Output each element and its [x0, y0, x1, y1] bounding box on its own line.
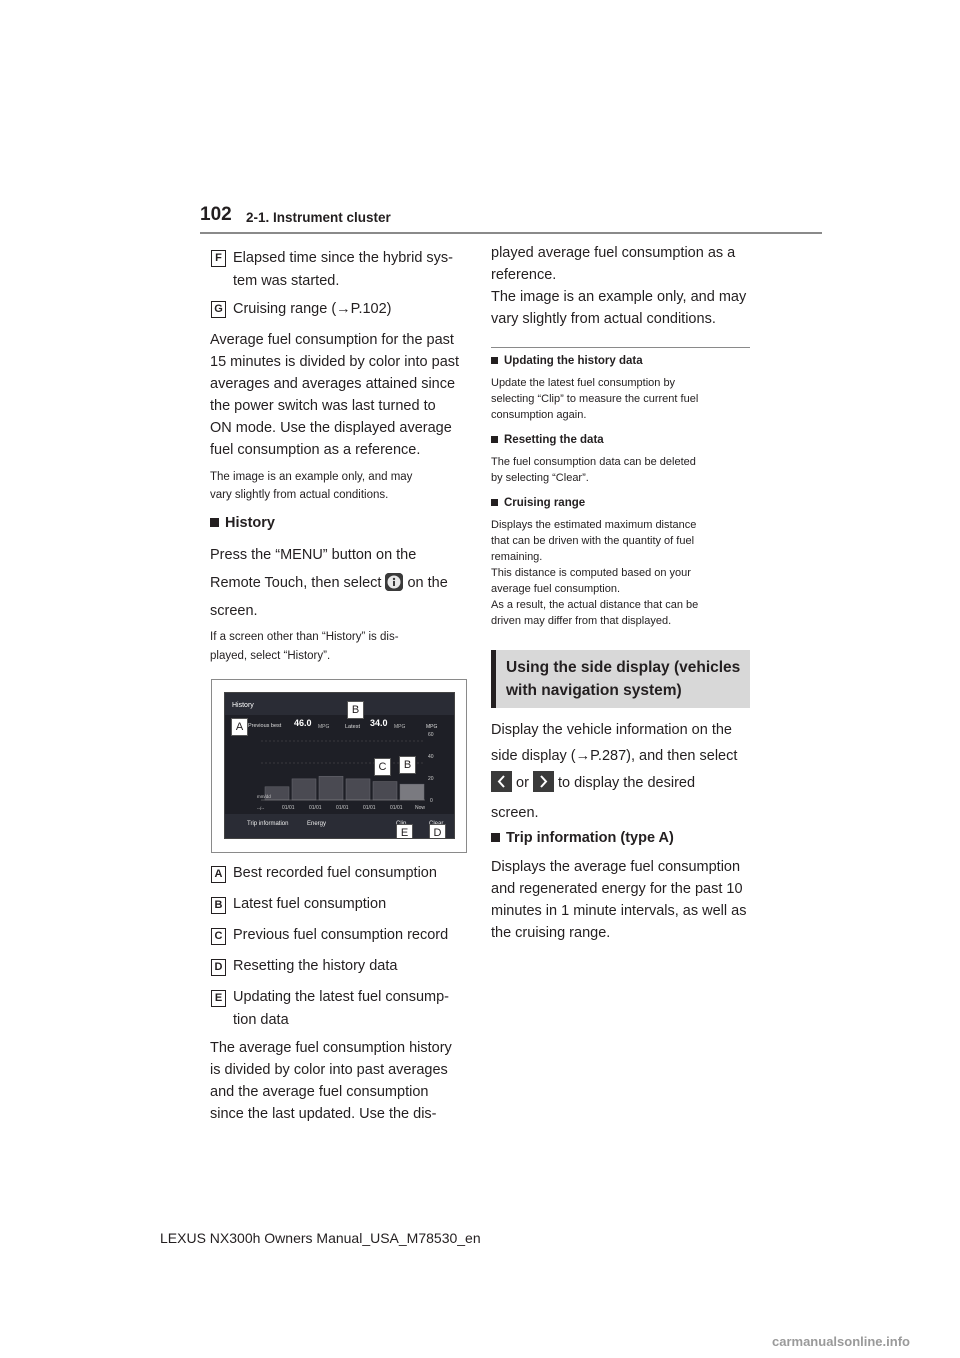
item-d-text: Resetting the history data — [233, 958, 398, 974]
x-label-mmdd: mm/dd — [257, 794, 271, 799]
screen-unit-1: MPG — [318, 724, 330, 730]
info-icon — [385, 573, 403, 591]
history-bar — [346, 779, 370, 800]
para-right-2: reference. — [491, 267, 557, 283]
y-tick-0: 0 — [430, 798, 433, 804]
y-tick-20: 20 — [428, 776, 434, 782]
screen-prev-best-label: Previous best — [248, 723, 282, 729]
history-bar — [292, 779, 316, 800]
y-tick-40: 40 — [428, 754, 434, 760]
trip-text-4: the cruising range. — [491, 925, 611, 941]
para-right-3: The image is an example only, and may — [491, 289, 747, 305]
note-example-2: vary slightly from actual conditions. — [210, 489, 389, 501]
para-press-2: Remote Touch, then select on the — [210, 575, 448, 591]
para-average-2: 15 minutes is divided by color into past — [210, 354, 460, 370]
cruising-text-2: that can be driven with the quantity of fuel — [491, 535, 695, 547]
updating-heading: Updating the history data — [491, 353, 643, 369]
watermark: carmanualsonline.info — [772, 1334, 910, 1349]
history-heading: History — [210, 512, 275, 534]
screen-prev-best-value: 46.0 — [294, 718, 312, 728]
x-label-4: 01/01 — [363, 805, 376, 811]
para-average-4: the power switch was last turned to — [210, 398, 436, 414]
para-press-1: Press the “MENU” button on the — [210, 547, 417, 563]
side-display-title-box — [491, 650, 750, 708]
para-average-6: fuel consumption as a reference. — [210, 442, 421, 458]
note-history-2: played, select “History”. — [210, 650, 331, 662]
item-f-line2: tem was started. — [233, 273, 340, 289]
resetting-heading: Resetting the data — [491, 432, 604, 448]
header-rule — [200, 232, 822, 234]
item-e-text2: tion data — [233, 1012, 289, 1028]
item-e-text: Updating the latest fuel consump- — [233, 989, 450, 1005]
para-average-5: ON mode. Use the displayed average — [210, 420, 452, 436]
callout-letter-f: F — [211, 250, 226, 267]
resetting-text-2: by selecting “Clear”. — [491, 472, 589, 484]
callout-e: E — [396, 824, 413, 839]
cruising-text-4: This distance is computed based on your — [491, 567, 691, 579]
screen-latest-label: Latest — [345, 724, 360, 730]
trip-text-2: and regenerated energy for the past 10 — [491, 881, 743, 897]
para-history-1: The average fuel consumption history — [210, 1040, 452, 1056]
trip-text-3: minutes in 1 minute intervals, as well as — [491, 903, 747, 919]
cruising-text-6: As a result, the actual distance that can be — [491, 599, 699, 611]
screen-unit-2: MPG — [394, 724, 406, 730]
para-side-2: side display (→P.287), and then select — [491, 748, 738, 764]
cruising-text-1: Displays the estimated maximum distance — [491, 519, 697, 531]
callout-b-top: B — [347, 701, 364, 719]
item-a-text: Best recorded fuel consumption — [233, 865, 437, 881]
updating-text-1: Update the latest fuel consumption by — [491, 377, 676, 389]
resetting-text-1: The fuel consumption data can be deleted — [491, 456, 696, 468]
updating-text-3: consumption again. — [491, 409, 587, 421]
para-right-1: played average fuel consumption as a — [491, 245, 736, 261]
y-tick-60: 60 — [428, 732, 434, 738]
box-title-line2: with navigation system) — [506, 682, 682, 699]
screen-axis-unit: MPG — [426, 724, 438, 730]
callout-letter-b: B — [211, 897, 226, 914]
x-label-1: 01/01 — [282, 805, 295, 811]
section-title: 2-1. Instrument cluster — [246, 210, 391, 225]
right-divider — [491, 347, 750, 348]
screen-latest-value: 34.0 — [370, 718, 388, 728]
para-average-3: averages and averages attained since — [210, 376, 456, 392]
x-label-dash: --/-- — [257, 806, 265, 811]
cruising-text-3: remaining. — [491, 551, 543, 563]
para-side-4: screen. — [491, 805, 539, 821]
box-title-line1: Using the side display (vehicles — [506, 659, 741, 676]
x-label-5: 01/01 — [390, 805, 403, 811]
square-bullet-icon — [210, 518, 219, 527]
updating-text-2: selecting “Clip” to measure the current fuel — [491, 393, 699, 405]
para-side-1: Display the vehicle information on the — [491, 722, 732, 738]
history-bar — [319, 776, 343, 800]
item-g-text: Cruising range (→P.102) — [233, 301, 392, 317]
history-screen — [224, 692, 455, 839]
item-b-text: Latest fuel consumption — [233, 896, 387, 912]
history-bar — [400, 784, 424, 800]
callout-a: A — [231, 718, 248, 736]
square-bullet-icon — [491, 357, 498, 364]
trip-heading: Trip information (type A) — [491, 827, 674, 849]
callout-c: C — [374, 758, 391, 776]
cruising-heading: Cruising range — [491, 495, 585, 511]
x-label-3: 01/01 — [336, 805, 349, 811]
history-bar — [373, 782, 397, 800]
para-history-2: is divided by color into past averages — [210, 1062, 448, 1078]
chevron-left-icon — [491, 771, 512, 792]
callout-letter-c: C — [211, 928, 226, 945]
screen-trip-info-button[interactable]: Trip information — [247, 821, 289, 827]
x-label-now: Now — [415, 805, 426, 811]
cruising-text-5: average fuel consumption. — [491, 583, 621, 595]
trip-text-1: Displays the average fuel consumption — [491, 859, 741, 875]
history-screen-graphic — [225, 693, 454, 838]
square-bullet-icon — [491, 499, 498, 506]
screen-energy-button[interactable]: Energy — [307, 821, 327, 827]
item-c-text: Previous fuel consumption record — [233, 927, 449, 943]
cruising-text-7: driven may differ from that displayed. — [491, 615, 672, 627]
item-f-line1: Elapsed time since the hybrid sys- — [233, 250, 454, 266]
square-bullet-icon — [491, 436, 498, 443]
para-press-3: screen. — [210, 603, 258, 619]
callout-letter-a: A — [211, 866, 226, 883]
callout-d: D — [429, 824, 446, 839]
x-label-2: 01/01 — [309, 805, 322, 811]
footer-manual-id: LEXUS NX300h Owners Manual_USA_M78530_en — [160, 1230, 481, 1246]
para-history-4: since the last updated. Use the dis- — [210, 1106, 437, 1122]
callout-letter-d: D — [211, 959, 226, 976]
para-side-3: or to display the desired — [491, 771, 695, 794]
para-history-3: and the average fuel consumption — [210, 1084, 429, 1100]
chevron-right-icon — [533, 771, 554, 792]
note-history-1: If a screen other than “History” is dis- — [210, 631, 399, 643]
square-bullet-icon — [491, 833, 500, 842]
para-average-1: Average fuel consumption for the past — [210, 332, 454, 348]
callout-letter-g: G — [211, 301, 226, 318]
note-example-1: The image is an example only, and may — [210, 471, 413, 483]
callout-letter-e: E — [211, 990, 226, 1007]
page-number: 102 — [200, 204, 232, 225]
callout-b-bar: B — [399, 756, 416, 774]
para-right-4: vary slightly from actual conditions. — [491, 311, 716, 327]
screen-title: History — [232, 702, 254, 709]
